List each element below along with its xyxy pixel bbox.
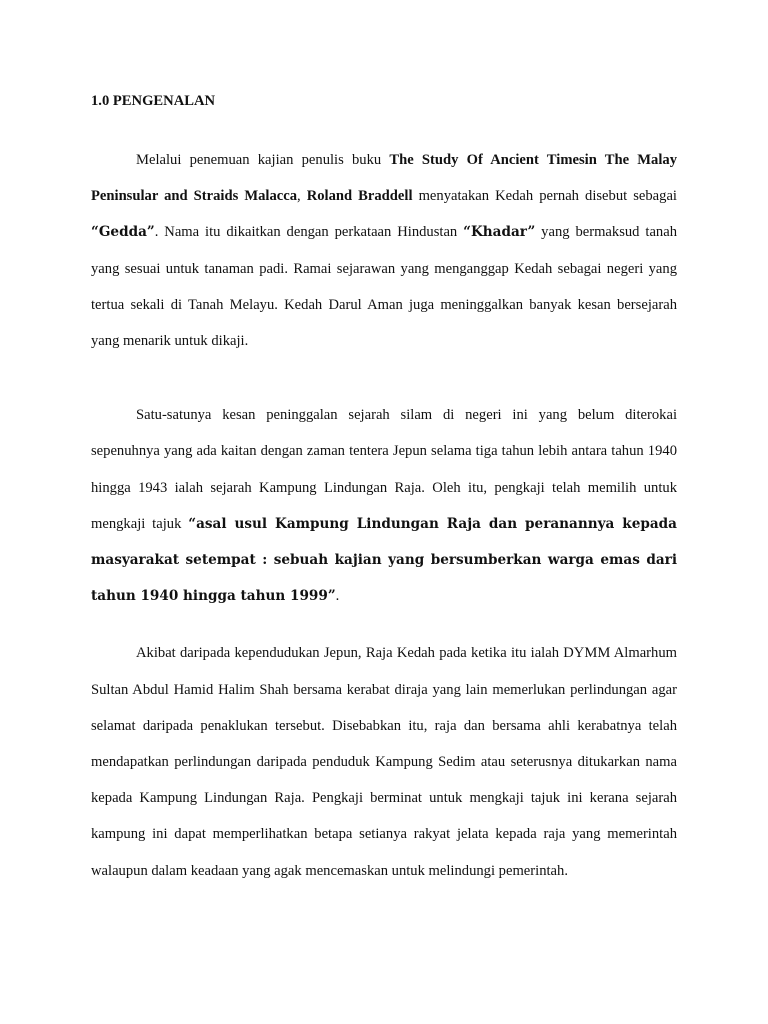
term-gedda: “Gedda”: [91, 224, 155, 241]
author-name: Roland Braddell: [306, 188, 413, 205]
section-heading: 1.0 PENGENALAN: [91, 93, 216, 109]
book-title: The Study Of Ancient Timesin The Malay Peninsular and Straids Malacca: [91, 152, 677, 205]
p2-text-2: .: [335, 588, 340, 605]
p1-text-4: . Nama itu dikaitkan dengan perkataan Hindustan: [154, 224, 464, 241]
p1-text-1: Melalui penemuan kajian penulis buku: [136, 152, 390, 168]
p1-text-2: ,: [297, 188, 307, 205]
p1-text-3: menyatakan Kedah pernah disebut sebagai: [412, 188, 677, 205]
p2-text-1: Satu-satunya kesan peninggalan sejarah silam di negeri ini yang belum diterokai sepenuhnya yang ada kaitan dengan zaman tentera Jepun selama tiga tahun lebih antara tahun 1940 hingga 1943 ialah sejarah Kampung Lindungan Raja. Oleh itu, pengkaji telah memilih untuk mengkaji tajuk: [91, 407, 677, 532]
document-body: [91, 91, 677, 889]
p1-text-5: yang bermaksud tanah yang sesuai untuk tanaman padi. Ramai sejarawan yang menganggap Kedah sebagai negeri yang tertua sekali di Tanah Melayu. Kedah Darul Aman juga meninggalkan banyak kesan bersejarah yang menarik untuk dikaji.: [91, 224, 677, 350]
paragraph-background: Akibat daripada kependudukan Jepun, Raja Kedah pada ketika itu ialah DYMM Almarhum Sultan Abdul Hamid Halim Shah bersama kerabat diraja yang lain memerlukan perlindungan agar selamat daripada penaklukan tersebut. Disebabkan itu, raja dan bersama ahli kerabatnya telah mendapatkan perlindungan daripada penduduk Kampung Sedim atau seterusnya ditukarkan nama kepada Kampung Lindungan Raja. Pengkaji berminat untuk mengkaji tajuk ini kerana sejarah kampung ini dapat memperlihatkan betapa setianya rakyat jelata kepada raja yang memerintah walaupun dalam keadaan yang agak mencemaskan untuk melindungi pemerintah.: [91, 645, 677, 879]
term-khadar: “Khadar”: [463, 224, 536, 241]
paragraph-topic: [91, 397, 677, 614]
research-topic-title: “asal usul Kampung Lindungan Raja dan peranannya kepada masyarakat setempat : sebuah kajian yang bersumberkan warga emas dari tahun 1940 hingga tahun 1999”: [91, 515, 677, 605]
paragraph-introduction: [91, 142, 677, 359]
